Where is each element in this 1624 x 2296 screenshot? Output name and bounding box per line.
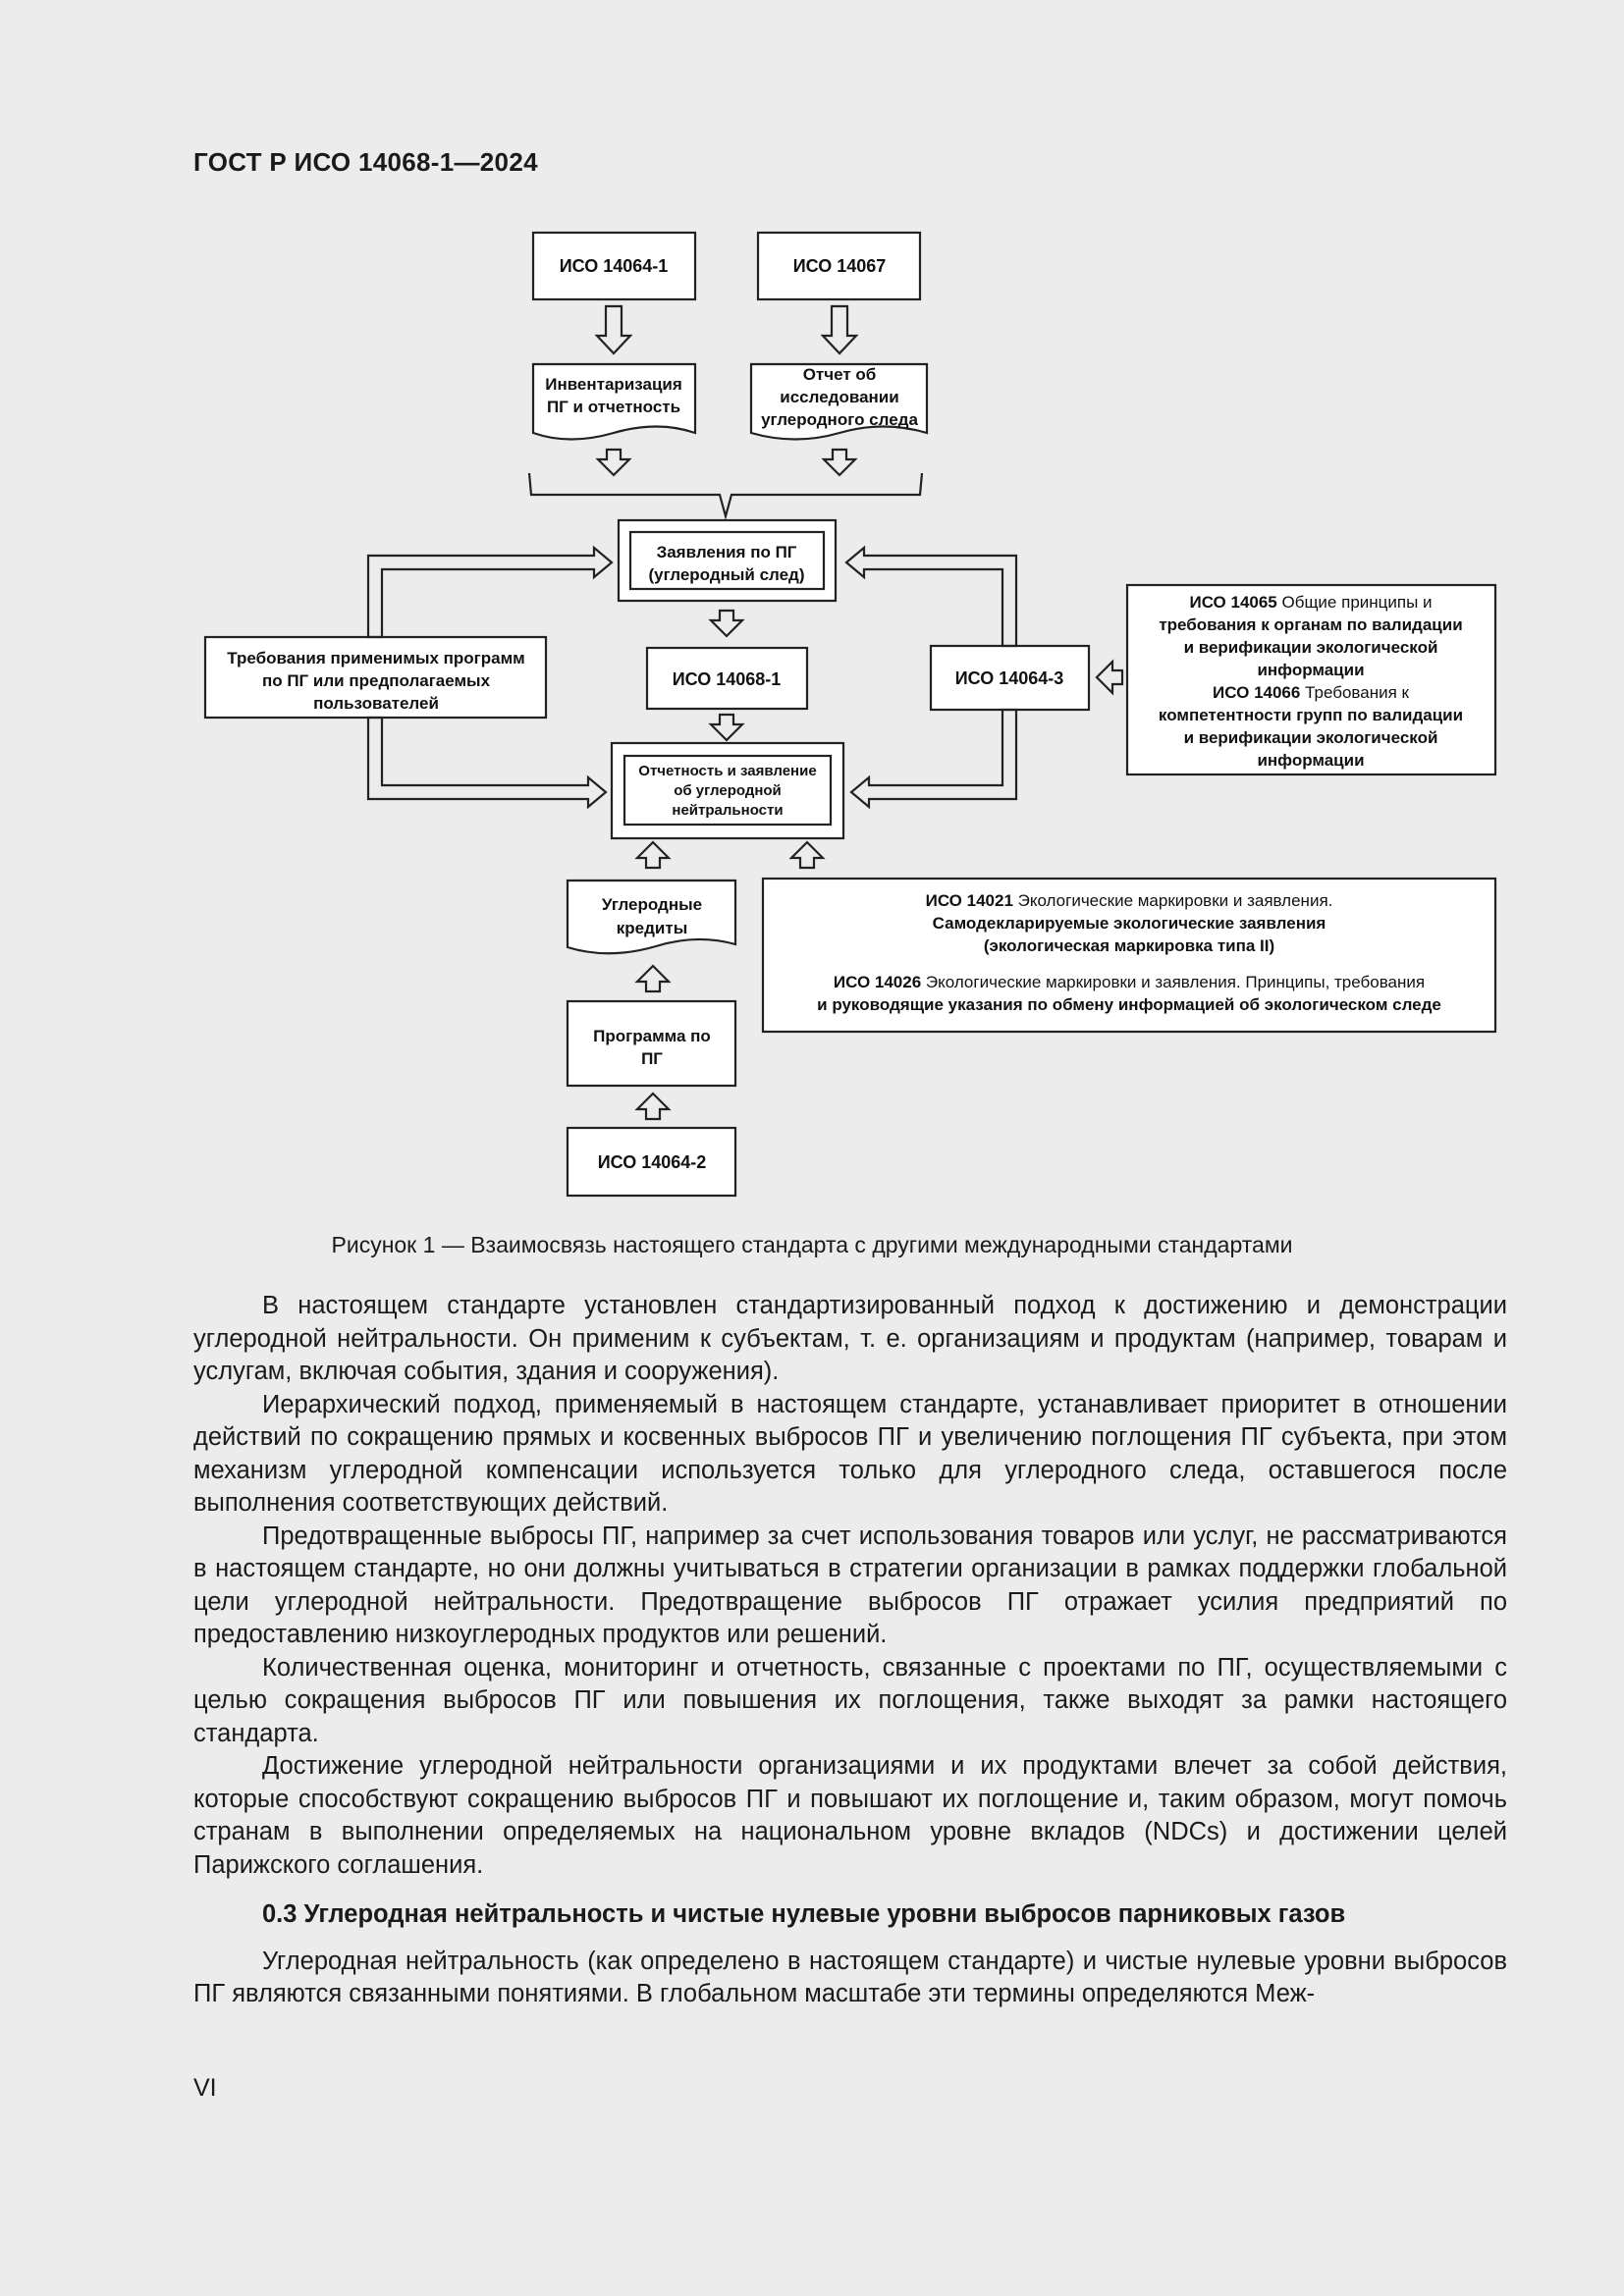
doc-carbon-credits (568, 881, 735, 953)
connector-14064-3-to-neutrality (851, 710, 1016, 807)
arrow-down (711, 715, 742, 740)
label-neutrality: нейтральности (672, 802, 784, 819)
validation-standards-line: информации (1257, 751, 1365, 770)
connector-requirements-to-claims (368, 548, 612, 637)
connector-14064-3-to-claims (846, 548, 1016, 646)
label-standards-line: (экологическая маркировка типа II) (983, 936, 1275, 955)
label-footprint-report: Отчет об (802, 365, 877, 384)
label-ghg-claims: (углеродный след) (648, 565, 805, 584)
arrow-down (824, 450, 855, 475)
label-program-requirements: по ПГ или предполагаемых (261, 671, 491, 690)
label-carbon-credits: Углеродные (601, 895, 703, 914)
label-neutrality: об углеродной (674, 782, 782, 799)
arrow-up (637, 1094, 669, 1119)
validation-standards-line: информации (1257, 661, 1365, 679)
label-standards-line: ИСО 14026 Экологические маркировки и заявления. Принципы, требования (833, 973, 1426, 991)
label-carbon-credits: кредиты (616, 919, 688, 937)
page-number: VI (193, 2074, 217, 2102)
label-iso-14064-3: ИСО 14064-3 (954, 668, 1064, 688)
paragraph: Углеродная нейтральность (как определено в настоящем стандарте) и чистые нулевые уровни выбросов ПГ являются связанными понятиями. В глобальном масштабе эти термины определяются Меж- (193, 1947, 1507, 2007)
paragraph: Достижение углеродной нейтральности организациями и их продуктами влечет за собой действия, которые способствуют сокращению выбросов ПГ и повышают их поглощение и, таким образом, могут помочь странам в выполнении определяемых на национальном уровне вкладов (NDCs) и достижении целей Парижского соглашения. (193, 1752, 1507, 1879)
paragraph: Предотвращенные выбросы ПГ, например за счет использования товаров или услуг, не рассматриваются в настоящем стандарте, но они должны учитываться в стратегии организации в рамках поддержки глобальной цели углеродной нейтральности. Предотвращение выбросов ПГ отражает усилия предприятий по предоставлению низкоуглеродных продуктов или решений. (193, 1522, 1507, 1648)
connector-requirements-to-neutrality (368, 718, 606, 807)
label-footprint-report: углеродного следа (761, 410, 918, 429)
validation-standards-line: ИСО 14066 Требования к (1213, 683, 1409, 702)
body-text (193, 1290, 1507, 2011)
label-standards-line: ИСО 14021 Экологические маркировки и заявления. (925, 891, 1333, 910)
arrow-down (597, 306, 630, 353)
label-ghg-program: Программа по (593, 1027, 711, 1045)
validation-standards-line: и верификации экологической (1183, 638, 1438, 657)
figure-caption: Рисунок 1 — Взаимосвязь настоящего стандарта с другими международными стандартами (331, 1232, 1293, 1257)
arrow-down (711, 611, 742, 636)
document-header: ГОСТ Р ИСО 14068-1—2024 (193, 147, 538, 177)
arrow-up (637, 842, 669, 868)
label-iso-14067: ИСО 14067 (792, 256, 887, 276)
arrow-left (1097, 662, 1122, 693)
label-iso-14064-2: ИСО 14064-2 (597, 1152, 707, 1172)
label-iso-14064-1-top: ИСО 14064-1 (559, 256, 669, 276)
paragraph: Иерархический подход, применяемый в настоящем стандарте, устанавливает приоритет в отношении действий по сокращению прямых и косвенных выбросов ПГ и увеличению поглощения ПГ субъекта, при этом механизм углеродной компенсации используется только для углеродного следа, оставшегося после выполнения соответствующих действий. (193, 1390, 1507, 1517)
label-inventory: Инвентаризация (545, 375, 682, 394)
validation-standards-line: компетентности групп по валидации (1158, 706, 1464, 724)
section-heading: 0.3 Углеродная нейтральность и чистые нулевые уровни выбросов парниковых газов (262, 1900, 1346, 1928)
paragraph: Количественная оценка, мониторинг и отчетность, связанные с проектами по ПГ, осуществляемыми с целью сокращения выбросов ПГ или повышения их поглощения, также выходят за рамки настоящего стандарта. (193, 1653, 1507, 1747)
label-neutrality: Отчетность и заявление (638, 763, 817, 779)
arrow-up (637, 966, 669, 991)
validation-standards-line: требования к органам по валидации (1159, 615, 1463, 634)
merge-brace (529, 473, 922, 516)
label-program-requirements: Требования применимых программ (227, 649, 525, 667)
label-ghg-claims: Заявления по ПГ (656, 543, 797, 561)
label-standards-line: Самодекларируемые экологические заявления (932, 914, 1326, 933)
arrow-down (823, 306, 856, 353)
validation-standards-line: и верификации экологической (1183, 728, 1438, 747)
label-iso-14068-1: ИСО 14068-1 (672, 669, 782, 689)
label-ghg-program: ПГ (641, 1049, 663, 1068)
label-inventory: ПГ и отчетность (546, 398, 681, 416)
label-program-requirements: пользователей (313, 694, 439, 713)
arrow-up (791, 842, 823, 868)
validation-standards-line: ИСО 14065 Общие принципы и (1189, 593, 1433, 612)
arrow-down (598, 450, 629, 475)
label-standards-line: и руководящие указания по обмену информацией об экологическом следе (817, 995, 1441, 1014)
label-footprint-report: исследовании (780, 388, 899, 406)
paragraph: В настоящем стандарте установлен стандартизированный подход к достижению и демонстрации углеродной нейтральности. Он применим к субъектам, т. е. организациям и продуктам (например, товарам и услугам, включая события, здания и сооружения). (193, 1292, 1507, 1385)
